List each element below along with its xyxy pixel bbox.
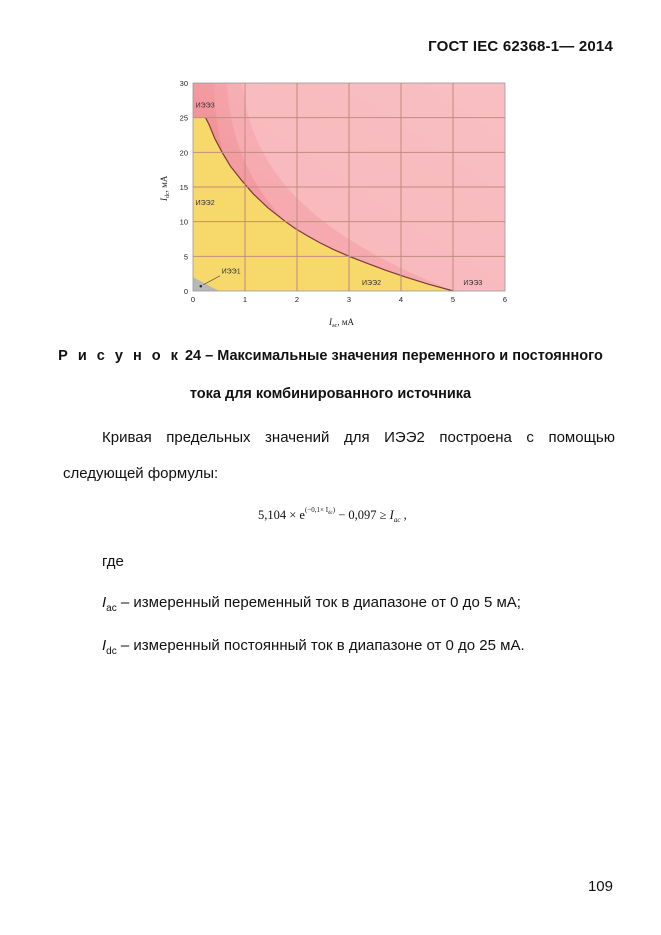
definition-iac: $I_{ac}$ – измеренный переменный ток в диапазоне от 0 до 5 мА; xyxy=(102,594,521,614)
formula-left: 5,104 × e xyxy=(258,508,305,522)
formula-var-sub: ac xyxy=(393,516,401,524)
paragraph-line2: следующей формулы: xyxy=(63,465,219,482)
standard-designation: ГОСТ IEC 62368-1— 2014 xyxy=(428,38,613,55)
region-label: ИЭЭ3 xyxy=(463,279,483,287)
y-tick-label: 10 xyxy=(179,217,188,227)
figure-caption-title: 24 – Максимальные значения переменного и постоянного xyxy=(180,348,603,364)
y-axis-title: $I_{dc}$, мА xyxy=(159,175,171,201)
definition-idc: $I_{dc}$ – измеренный постоянный ток в диапазоне от 0 до 25 мА. xyxy=(102,637,525,657)
page-number: 109 xyxy=(587,878,613,895)
where-label: где xyxy=(102,553,124,570)
x-tick-label: 1 xyxy=(242,295,248,304)
x-tick-label: 5 xyxy=(450,295,456,304)
x-tick-label: 0 xyxy=(190,295,196,304)
y-tick-label: 25 xyxy=(179,113,188,123)
region-label: ИЭЭ1 xyxy=(221,268,241,276)
region-label: ИЭЭ2 xyxy=(195,200,215,208)
formula-var: I xyxy=(389,508,394,522)
iee1-marker-dot xyxy=(200,285,203,288)
y-tick-label: 5 xyxy=(183,252,188,262)
limit-formula xyxy=(258,506,407,524)
figure-caption-prefix: Р и с у н о к xyxy=(58,348,181,364)
formula-right: − 0,097 ≥ xyxy=(335,508,390,522)
y-tick-label: 0 xyxy=(183,287,188,296)
y-tick-label: 15 xyxy=(179,183,188,192)
formula-exponent: (−0,1× Idc) xyxy=(304,506,336,516)
plot-area xyxy=(159,79,507,329)
x-tick-label: 6 xyxy=(502,295,508,304)
x-axis-title: $I_{ac}$, мА xyxy=(329,317,355,329)
current-limits-chart xyxy=(150,74,520,329)
region-label: ИЭЭ2 xyxy=(362,279,381,287)
y-tick-label: 20 xyxy=(179,148,188,158)
paragraph-line1: Кривая предельных значений для ИЭЭ2 построена с помощью xyxy=(102,429,615,446)
figure-caption-line2: тока для комбинированного источника xyxy=(189,386,472,402)
formula-end: , xyxy=(400,508,407,522)
y-tick-label: 30 xyxy=(179,79,188,88)
figure-caption-line1 xyxy=(0,348,661,364)
x-tick-label: 2 xyxy=(294,295,300,304)
region-label: ИЭЭ3 xyxy=(195,102,215,110)
x-tick-label: 4 xyxy=(398,295,404,304)
x-tick-label: 3 xyxy=(346,295,352,304)
